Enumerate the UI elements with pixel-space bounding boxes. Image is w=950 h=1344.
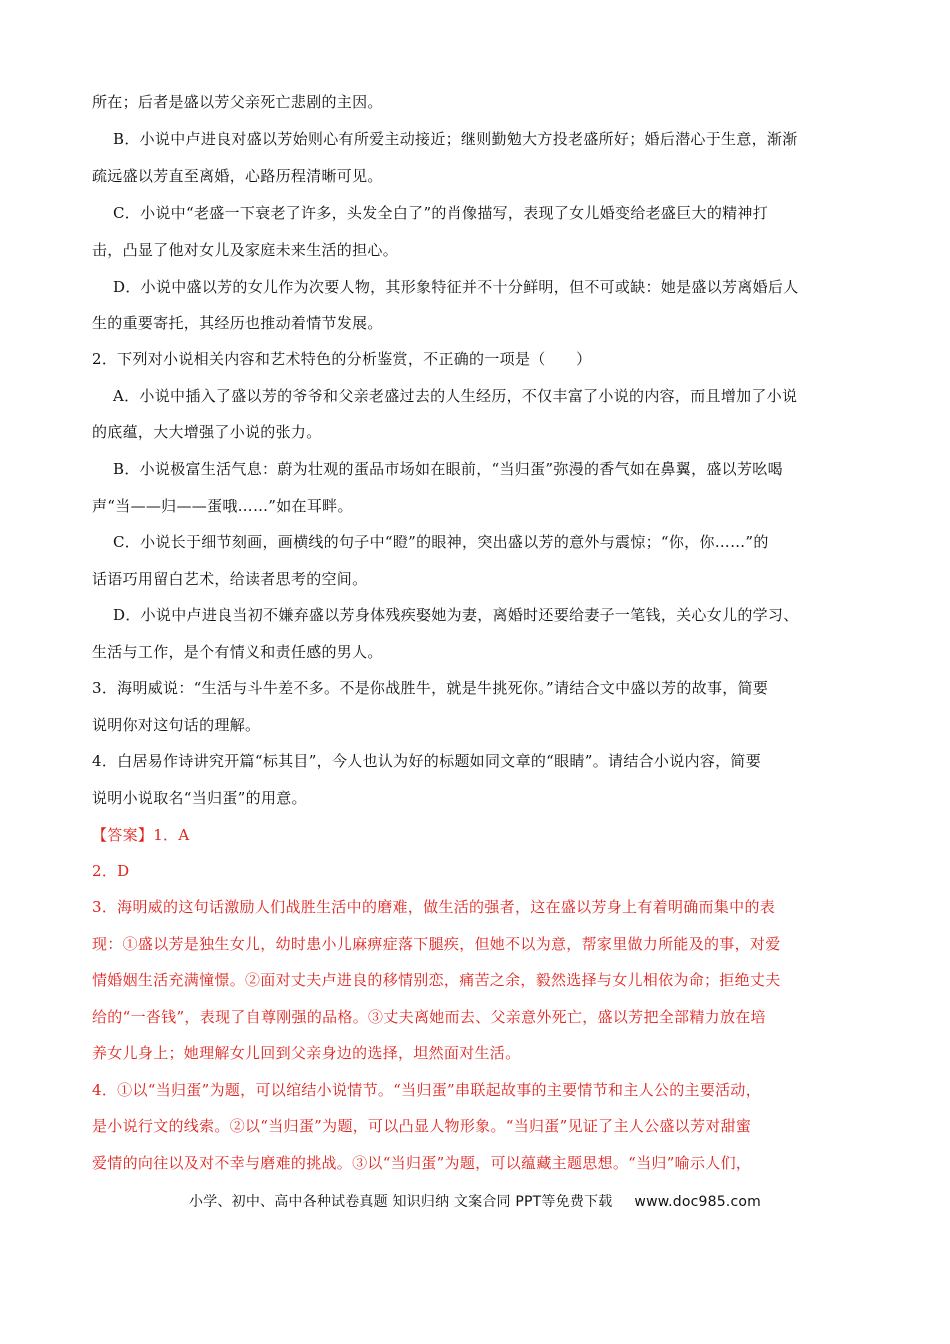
- footer-link[interactable]: www.doc985.com: [634, 1194, 761, 1210]
- text-line: 说明你对这句话的理解。: [92, 716, 261, 734]
- answer-3-line: 情婚姻生活充满憧憬。②面对丈夫卢进良的移情别恋，痛苦之余，毅然选择与女儿相依为命；拒绝丈夫: [92, 971, 781, 989]
- question-4: 4．白居易作诗讲究开篇“标其目”，今人也认为好的标题如同文章的“眼睛”。请结合小说内容，简要: [92, 752, 762, 770]
- answer-3-line: 3．海明威的这句话激励人们战胜生活中的磨难，做生活的强者，这在盛以芳身上有着明确而集中的表: [92, 898, 776, 916]
- text-line: 说明小说取名“当归蛋”的用意。: [92, 789, 307, 807]
- question-3: 3．海明威说：“生活与斗牛差不多。不是你战胜牛，就是牛挑死你。”请结合文中盛以芳的故事，简要: [92, 679, 769, 697]
- text-line: 所在；后者是盛以芳父亲死亡悲剧的主因。: [92, 93, 383, 111]
- question-2: 2．下列对小说相关内容和艺术特色的分析鉴赏，不正确的一项是（ ）: [92, 350, 592, 368]
- option-b-line: B．小说中卢进良对盛以芳始则心有所爱主动接近；继则勤勉大方投老盛所好；婚后潜心于生意，渐渐: [113, 130, 798, 148]
- answer-header: 【答案】1．A: [92, 826, 190, 844]
- answer-2: 2．D: [92, 862, 130, 880]
- answer-4-line: 爱情的向往以及对不幸与磨难的挑战。③以“当归蛋”为题，可以蕴藏主题思想。“当归”喻示人们，: [92, 1154, 752, 1172]
- option-d-line: D．小说中卢进良当初不嫌弃盛以芳身体残疾娶她为妻，离婚时还要给妻子一笔钱，关心女儿的学习、: [113, 606, 799, 624]
- option-c-line: C．小说长于细节刻画，画横线的句子中“瞪”的眼神，突出盛以芳的意外与震惊；“你，你……”的: [113, 533, 769, 551]
- text-line: 生活与工作，是个有情义和责任感的男人。: [92, 643, 383, 661]
- option-d-line: D．小说中盛以芳的女儿作为次要人物，其形象特征并不十分鲜明，但不可或缺：她是盛以芳离婚后人: [113, 278, 799, 296]
- answer-4-line: 4．①以“当归蛋”为题，可以绾结小说情节。“当归蛋”串联起故事的主要情节和主人公的主要活动，: [92, 1081, 762, 1099]
- footer-text: 小学、初中、高中各种试卷真题 知识归纳 文案合同 PPT等免费下载: [189, 1194, 613, 1210]
- answer-4-line: 是小说行文的线索。②以“当归蛋”为题，可以凸显人物形象。“当归蛋”见证了主人公盛以芳对甜蜜: [92, 1117, 752, 1135]
- answer-3-line: 养女儿身上；她理解女儿回到父亲身边的选择，坦然面对生活。: [92, 1044, 521, 1062]
- text-line: 疏远盛以芳直至离婚，心路历程清晰可见。: [92, 167, 383, 185]
- answer-3-line: 给的“一沓钱”，表现了自尊刚强的品格。③丈夫离她而去、父亲意外死亡，盛以芳把全部精力放在培: [92, 1008, 766, 1026]
- text-line: 击，凸显了他对女儿及家庭未来生活的担心。: [92, 241, 399, 259]
- option-b-line: B．小说极富生活气息：蔚为壮观的蛋品市场如在眼前，“当归蛋”弥漫的香气如在鼻翼，盛以芳吆喝: [113, 460, 783, 478]
- text-line: 声“当——归——蛋哦……”如在耳畔。: [92, 497, 353, 515]
- option-c-line: C．小说中“老盛一下衰老了许多，头发全白了”的肖像描写，表现了女儿婚变给老盛巨大的精神打: [113, 204, 769, 222]
- answer-3-line: 现：①盛以芳是独生女儿，幼时患小儿麻痹症落下腿疾，但她不以为意，帮家里做力所能及的事，对爱: [92, 935, 781, 953]
- text-line: 的底蕴，大大增强了小说的张力。: [92, 423, 322, 441]
- text-line: 话语巧用留白艺术，给读者思考的空间。: [92, 570, 368, 588]
- text-line: 生的重要寄托，其经历也推动着情节发展。: [92, 314, 383, 332]
- page-footer: [0, 1191, 950, 1211]
- option-a-line: A．小说中插入了盛以芳的爷爷和父亲老盛过去的人生经历，不仅丰富了小说的内容，而且增加了小说: [113, 387, 798, 405]
